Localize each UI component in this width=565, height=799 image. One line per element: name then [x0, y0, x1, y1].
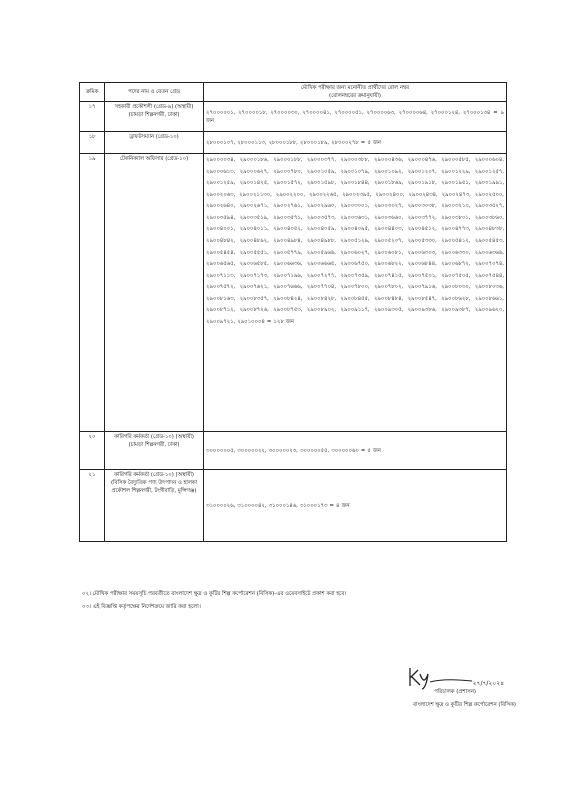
- notes-section: [82, 588, 512, 614]
- row-serial: ১৮: [80, 132, 105, 154]
- table-row: [80, 470, 507, 542]
- signature-designation: পরিচালক (প্রশাসন): [434, 689, 476, 695]
- row-post: কারিগরি কর্মকর্তা (গ্রেড-১০) (অস্থায়ী) (চামড়া শিল্পনগরী, ঢাকা): [105, 432, 204, 470]
- row-rolls: ৩১০০০০২৬, ৩১০০০০৪২, ৩১০০০১৪৬, ৩১০০০১৭৩ = ৪ জন: [204, 470, 507, 542]
- roll-number-table: [79, 82, 507, 542]
- header-rolls: [204, 83, 507, 102]
- signature-block: [336, 679, 516, 710]
- row-post: সহকারী প্রকৌশলী (গ্রেড-৯) (অস্থায়ী) (চামড়া শিল্পনগরী, ঢাকা): [105, 102, 204, 132]
- header-rolls-title: মৌখিক পরীক্ষার জন্য মনোনীত প্রার্থীদের রোল নম্বর: [300, 85, 410, 91]
- row-serial: ১৭: [80, 102, 105, 132]
- row-serial: ১৯: [80, 154, 105, 432]
- table-header-row: [80, 83, 507, 102]
- header-post: পদের নাম ও বেতন গ্রেড: [105, 83, 204, 102]
- row-rolls: ২৯০০০০৩৪, ২৯০০০১৮৬, ২৯০০০১৮৮, ২৯০০০৩৭৭, ২৯০০০৩৮৮, ২৯০০০৪৩৬, ২৯০০০৪৭৬, ২৯০০০৫৮৫, ২৯০০০৬০৪, ২৯০০০৬১৩, ২৯০০০৬২৭, ২৯০০০৭৮০, ২৯০০১০৫৯, ২৯০০১০৭৯, ২৯০০১০৯২, ২৯০০১২০৭, ২৯০০১২২৯, ২৯০০১২৫৭, ২৯০০১২৫৯, ২৯০০১৪২৫, ২৯০০১৫৭২, ২৯০০১৫৯৮, ২৯০০১৮৪৪, ২৯০০১৮৬৯, ২৯০০১৯১৮, ২৯০০১৯৫১, ২৯০০১৯৯১, ২৯০০২০৬৩, ২৯০০২১১৩০, ২৯০০২২০০, ২৯০০২২৬৫, ২৯০০২৩৯৫, ২৯০০২৪০০, ২৯০০২৪৩৪, ২৯০০২৪৭৩, ২৯০০২৫০০, ২৯০০২৬৪০, ২৯০০২৬৭১, ২৯০০২৭৬১, ২৯০০২৯৬০, ২৯০০৩০০১, ২৯০০৩০২৭, ২৯০০৩০৩৮, ২৯০০৩২১০, ২৯০০৩৫২৭, ২৯০০৩৫৯৪, ২৯০০৩৫১৯, ২৯০০৩৫৭১, ২৯০০৩৫৭৩, ২৯০০৩৬৩১, ২৯০০৩৬৬০, ২৯০০৩৭৭২, ২৯০০৩৮০১, ২৯০০৩৮৬০, ২৯০০৪০০১, ২৯০০৪০১১, ২৯০০৪০৫২, ২৯০০৪০৫৯, ২৯০০৪০৯৫, ২৯০০৪৪০৩, ২৯০০৪৫১২, ২৯০০৪৭৭৩, ২৯০০৪৮৩৮, ২৯০০৪৮৪২, ২৯০০৪৮৯২, ২৯০০৪৯৮৪, ২৯০০৪৯৮৮, ২৯০০৫১২৯, ২৯০০৫২০৭, ২৯০০৫৩৩০, ২৯০০৫৪১২, ২৯০০৫৪৫৩, ২৯০০৫৪৫৪, ২৯০০৫৫৫১, ২৯০০৫৭৭৯, ২৯০০৫৯৬৬, ২৯০০৬০২৭, ২৯০০৬০৮১, ২৯০০৬৩০৩, ২৯০০৬৩৩০, ২৯০০৬৩৬৬, ২৯০০৬৫৬৫, ২৯০০৬৫৮৫, ২৯০০৬৬৩৬, ২৯০০৬৬৬৫, ২৯০০৬৭৫০, ২৯০০৬৮২২, ২৯০০৬৮৪৪, ২৯০০৬৮৭২, ২৯০০৭০৭৪, ২৯০০৭১১৩, ২৯০০৭১৭৩, ২৯০০৭১৯৬, ২৯০০৭২৭৭, ২৯০০৭৩৫৯, ২৯০০৭৪১৫, ২৯০০৭৫০১, ২৯০০৭৫০৫, ২৯০০৭৫৪৪, ২৯০০৭৫৭২, ২৯০০৭৬২১, ২৯০০৭৬৬৬, ২৯০০৭৭০৪, ২৯০০৭৮০০, ২৯০০৭৮০২, ২৯০০৭৯১৬, ২৯০০৮০৩০, ২৯০০৮০৩৬, ২৯০০৮১৬৩, ২৯০০৮৩৫৭, ২৯০০৮৪২৪, ২৯০০৮৪২৮, ২৯০০৮৪৫৫, ২৯০০৮৪৮৪, ২৯০০৮৫৪৭, ২৯০০৮৬২৮, ২৯০০৮৬৬১, ২৯০০৮৭১২, ২৯০০৮৭২৬, ২৯০০৮৭৫৩, ২৯০০৮৯০২, ২৯০০৯১১৭, ২৯০০৯৩০৫, ২৯০০৯৩৮৬, ২৯০০৯৩৮৭, ২৯০০৯৬২০, ২৯০০৯৭২১, ২৯০১০০০৪ = ১২৮ জন: [204, 154, 507, 432]
- row-serial: ২০: [80, 432, 105, 470]
- table-row: [80, 132, 507, 154]
- signature-organization: বাংলাদেশ ক্ষুদ্র ও কুটির শিল্প কর্পোরেশন (বিসিক): [413, 702, 516, 708]
- table-row: [80, 432, 507, 470]
- row-rolls: ২৭০০০০০১, ২৭০০০০১৮, ২৭০০০০৩০, ২৭০০০০৪১, ২৭০০০০৫১, ২৭০০০০৬৩, ২৭০০০০৬৪, ২৭০০০১২৪, ২৭০০০১৩৪ = ৯ জন: [204, 102, 507, 132]
- row-post: কারিগরি কর্মকর্তা (গ্রেড-১০) (অস্থায়ী) (বিসিক বৈদ্যুতিক পণ্য উৎপাদন ও হালকা প্রকৌশল শিল্পনগরী, টংগীবাড়ি, মুন্সিগঞ্জ): [105, 470, 204, 542]
- row-rolls: ২৮০০০১০৭, ২৮০০০১১৩, ২৮০০০১৮৮, ২৮০০০১৮৯, ২৮০০০২৭৮ = ৫ জন: [204, 132, 507, 154]
- signature-date: ২৭/৭/২০২৪: [472, 680, 504, 687]
- note-item: ০২। মৌখিক পরীক্ষার সময়সূচি পরবর্তীতে বাংলাদেশ ক্ষুদ্র ও কুটির শিল্প কর্পোরেশন (বিসিক)-এর ওয়েবসাইটে প্রকাশ করা হবে।: [82, 591, 347, 597]
- row-post: ড্রাফটসম্যান (গ্রেড-১০): [105, 132, 204, 154]
- table-row: [80, 102, 507, 132]
- row-serial: ২১: [80, 470, 105, 542]
- note-item: ০৩। এই বিজ্ঞপ্তি কর্তৃপক্ষের নির্দেশক্রমে জারি করা হলো।: [82, 604, 201, 610]
- header-rolls-subtitle: (রোলনম্বরের ক্রমানুযায়ী): [329, 93, 381, 100]
- row-rolls: ৩০০০০০০৫, ৩০০০০০২২, ৩০০০০০২৩, ৩০০০০০৫৫, ৩০০০০০৬০ = ৫ জন: [204, 432, 507, 470]
- row-post: টেকনিক্যাল অফিসার (গ্রেড-১০): [105, 154, 204, 432]
- table-row: [80, 154, 507, 432]
- header-serial: ক্রমিক: [80, 83, 105, 102]
